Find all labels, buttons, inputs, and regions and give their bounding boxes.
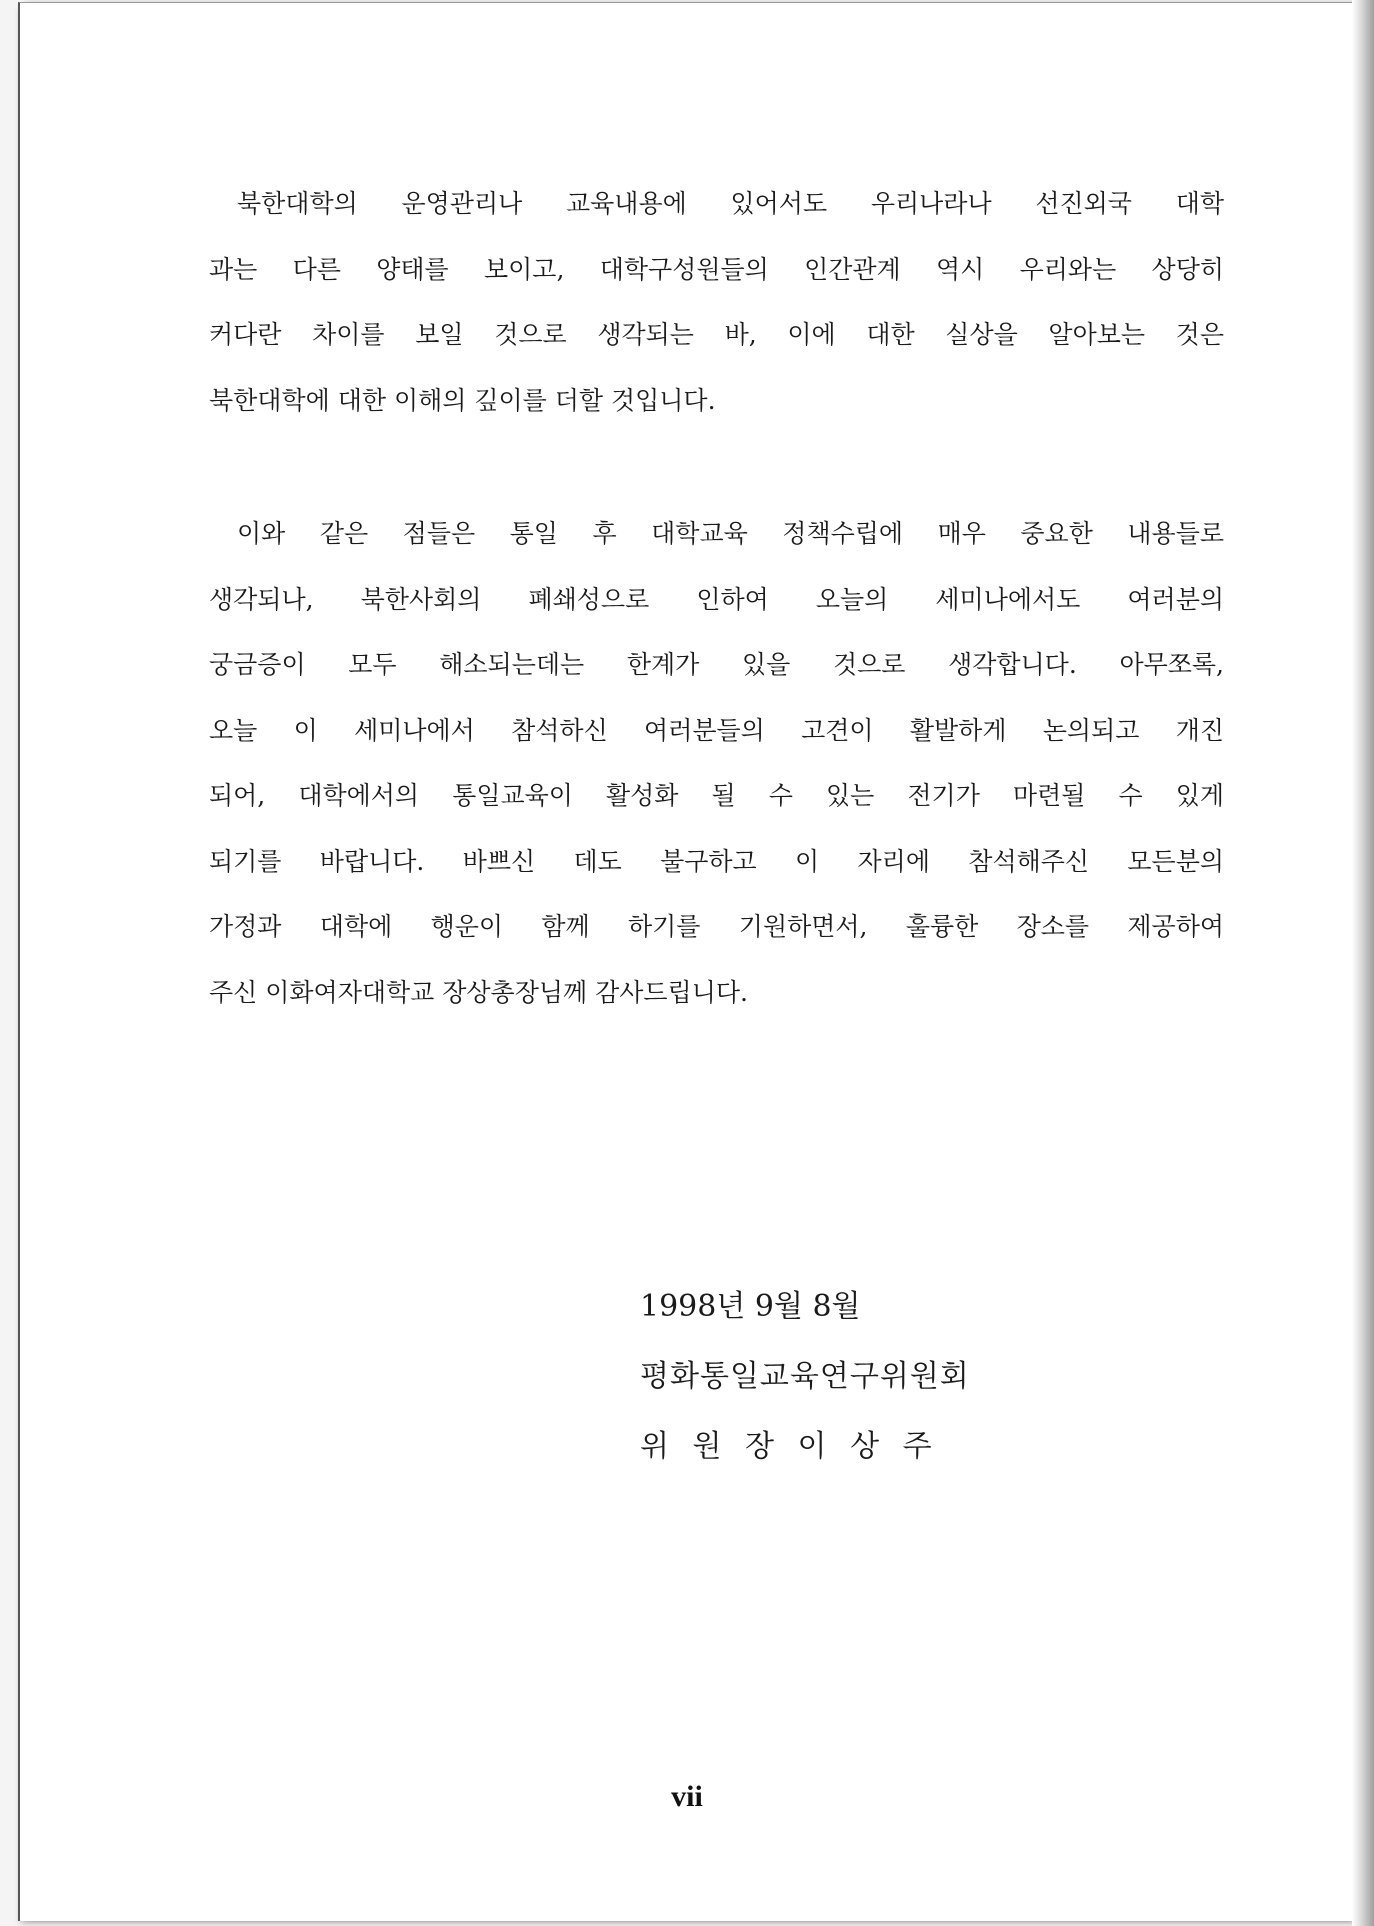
- text-line: 되어, 대학에서의 통일교육이 활성화 될 수 있는 전기가 마련될 수 있게: [209, 781, 1224, 810]
- text-line: 커다란 차이를 보일 것으로 생각되는 바, 이에 대한 실상을 알아보는 것은: [209, 320, 1224, 349]
- signature-chair: 위 원 장 이 상 주: [640, 1429, 932, 1464]
- paragraph-2: [209, 501, 1224, 1025]
- page-number: vii: [671, 1780, 703, 1813]
- text-line: 되기를 바랍니다. 바쁘신 데도 불구하고 이 자리에 참석해주신 모든분의: [209, 846, 1224, 876]
- text-line: 오늘 이 세미나에서 참석하신 여러분들의 고견이 활발하게 논의되고 개진: [209, 715, 1224, 745]
- text-line: 주신 이화여자대학교 장상총장님께 감사드립니다.: [209, 977, 748, 1007]
- paragraph-1: [209, 171, 1224, 433]
- text-line: 북한대학에 대한 이해의 깊이를 더할 것입니다.: [209, 385, 716, 415]
- text-line: 이와 같은 점들은 통일 후 대학교육 정책수립에 매우 중요한 내용들로: [237, 519, 1224, 548]
- page-edge-shadow: [1352, 0, 1374, 1926]
- text-line: 생각되나, 북한사회의 폐쇄성으로 인하여 오늘의 세미나에서도 여러분의: [209, 584, 1224, 614]
- signature-date: 1998년 9월 8월: [640, 1289, 861, 1324]
- text-line: 북한대학의 운영관리나 교육내용에 있어서도 우리나라나 선진외국 대학: [237, 189, 1224, 218]
- text-line: 궁금증이 모두 해소되는데는 한계가 있을 것으로 생각합니다. 아무쪼록,: [209, 650, 1224, 679]
- text-line: 과는 다른 양태를 보이고, 대학구성원들의 인간관계 역시 우리와는 상당히: [209, 254, 1224, 284]
- document-page: [18, 2, 1356, 1921]
- text-line: 가정과 대학에 행운이 함께 하기를 기원하면서, 훌륭한 장소를 제공하여: [209, 912, 1224, 941]
- signature-organization: 평화통일교육연구위원회: [640, 1359, 970, 1394]
